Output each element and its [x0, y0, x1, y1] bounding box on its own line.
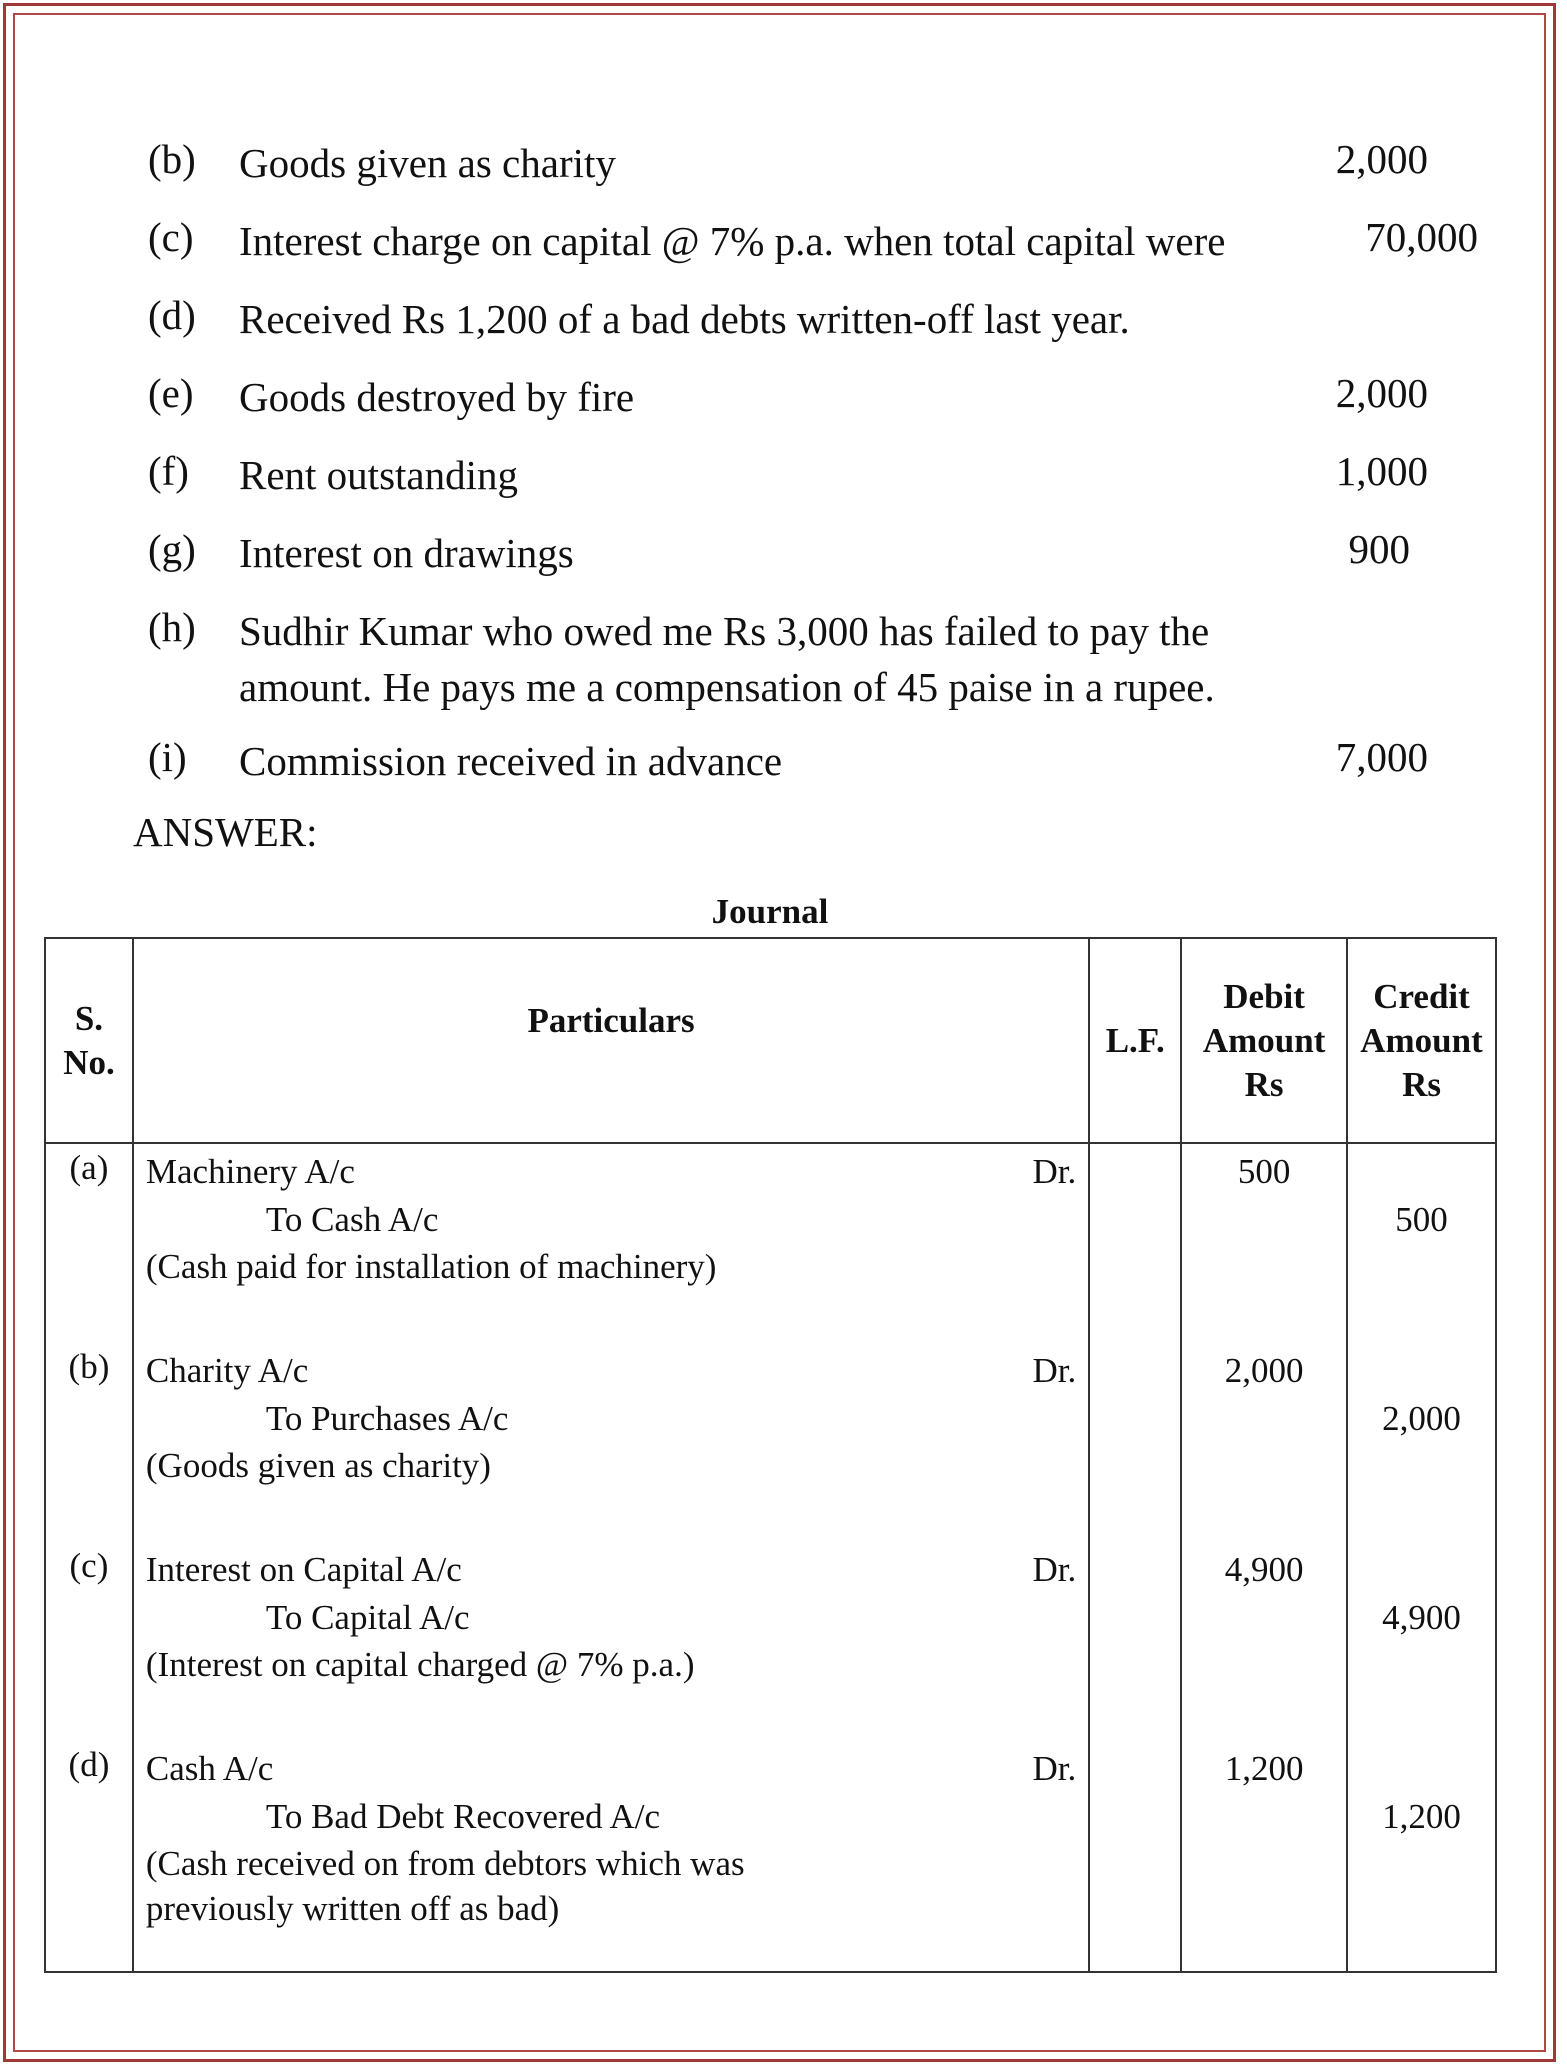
question-item-h	[148, 593, 1478, 723]
entry-credit: 500	[1347, 1143, 1496, 1343]
item-text: Goods destroyed by fire	[239, 374, 635, 420]
item-amount: 2,000	[1335, 136, 1428, 182]
item-text: Interest charge on capital @ 7% p.a. when total capital were	[239, 218, 1226, 264]
item-text: Goods given as charity	[239, 140, 616, 186]
entry-lf	[1089, 1741, 1181, 1972]
item-amount: 2,000	[1335, 370, 1428, 416]
journal-entry-c	[45, 1542, 1496, 1741]
debit-account: Charity A/c	[145, 1351, 309, 1390]
entry-sno: (a)	[45, 1143, 133, 1343]
entry-credit: 2,000	[1347, 1343, 1496, 1542]
question-item-i	[148, 723, 1478, 801]
entry-particulars	[133, 1343, 1089, 1542]
journal-entry-a	[45, 1143, 1496, 1343]
item-text-line1: Sudhir Kumar who owed me Rs 3,000 has failed to pay the	[239, 608, 1210, 654]
entry-credit: 1,200	[1347, 1741, 1496, 1972]
item-text	[239, 603, 1339, 715]
credit-account: To Capital A/c	[265, 1598, 470, 1637]
entry-sno: (d)	[45, 1741, 133, 1972]
item-text: Received Rs 1,200 of a bad debts written-off last year.	[239, 296, 1130, 342]
item-amount: 1,000	[1335, 448, 1428, 494]
journal-table	[44, 937, 1497, 1973]
item-letter: (b)	[148, 136, 196, 182]
dr-label: Dr.	[1032, 1351, 1077, 1390]
question-item-f	[148, 437, 1478, 515]
narration: (Interest on capital charged @ 7% p.a.)	[145, 1645, 695, 1684]
question-list	[148, 125, 1478, 801]
item-letter: (f)	[148, 448, 189, 494]
entry-debit: 1,200	[1181, 1741, 1347, 1972]
debit-account: Cash A/c	[145, 1749, 274, 1788]
debit-account: Machinery A/c	[145, 1152, 355, 1191]
dr-label: Dr.	[1032, 1152, 1077, 1191]
item-amount: 900	[1348, 526, 1410, 572]
question-item-c	[148, 203, 1478, 281]
item-text: Interest on drawings	[239, 530, 574, 576]
entry-lf	[1089, 1542, 1181, 1741]
item-text: Rent outstanding	[239, 452, 519, 498]
narration: (Goods given as charity)	[145, 1446, 491, 1485]
dr-label: Dr.	[1032, 1550, 1077, 1589]
item-letter: (i)	[148, 734, 187, 780]
item-letter: (h)	[148, 604, 196, 650]
entry-debit: 4,900	[1181, 1542, 1347, 1741]
question-item-b	[148, 125, 1478, 203]
entry-debit: 2,000	[1181, 1343, 1347, 1542]
question-item-d	[148, 281, 1478, 359]
header-lf: L.F.	[1089, 938, 1181, 1143]
dr-label: Dr.	[1032, 1749, 1077, 1788]
header-sno: S. No.	[45, 938, 133, 1143]
item-letter: (g)	[148, 526, 196, 572]
answer-label: ANSWER:	[133, 809, 318, 855]
debit-account: Interest on Capital A/c	[145, 1550, 462, 1589]
entry-sno: (c)	[45, 1542, 133, 1741]
credit-account: To Cash A/c	[265, 1200, 439, 1239]
journal-header-row	[45, 938, 1496, 1143]
entry-debit: 500	[1181, 1143, 1347, 1343]
journal-title: Journal	[711, 892, 829, 931]
item-text-line2: amount. He pays me a compensation of 45 paise in a rupee.	[239, 664, 1215, 710]
header-particulars: Particulars	[133, 938, 1089, 1143]
narration-line1: (Cash received on from debtors which was	[145, 1844, 745, 1883]
question-item-g	[148, 515, 1478, 593]
journal-entry-b	[45, 1343, 1496, 1542]
entry-particulars	[133, 1542, 1089, 1741]
question-item-e	[148, 359, 1478, 437]
item-letter: (e)	[148, 370, 194, 416]
credit-account: To Bad Debt Recovered A/c	[265, 1797, 660, 1836]
header-debit: Debit Amount Rs	[1181, 938, 1347, 1143]
header-credit: Credit Amount Rs	[1347, 938, 1496, 1143]
item-letter: (c)	[148, 214, 194, 260]
item-letter: (d)	[148, 292, 196, 338]
narration-line2: previously written off as bad)	[145, 1889, 560, 1928]
item-amount: 70,000	[1365, 214, 1478, 260]
credit-account: To Purchases A/c	[265, 1399, 509, 1438]
entry-particulars	[133, 1741, 1089, 1972]
journal-entry-d	[45, 1741, 1496, 1972]
narration: (Cash paid for installation of machinery)	[145, 1247, 717, 1286]
entry-lf	[1089, 1143, 1181, 1343]
entry-sno: (b)	[45, 1343, 133, 1542]
item-amount: 7,000	[1335, 734, 1428, 780]
item-text: Commission received in advance	[239, 738, 783, 784]
entry-particulars	[133, 1143, 1089, 1343]
entry-credit: 4,900	[1347, 1542, 1496, 1741]
entry-lf	[1089, 1343, 1181, 1542]
